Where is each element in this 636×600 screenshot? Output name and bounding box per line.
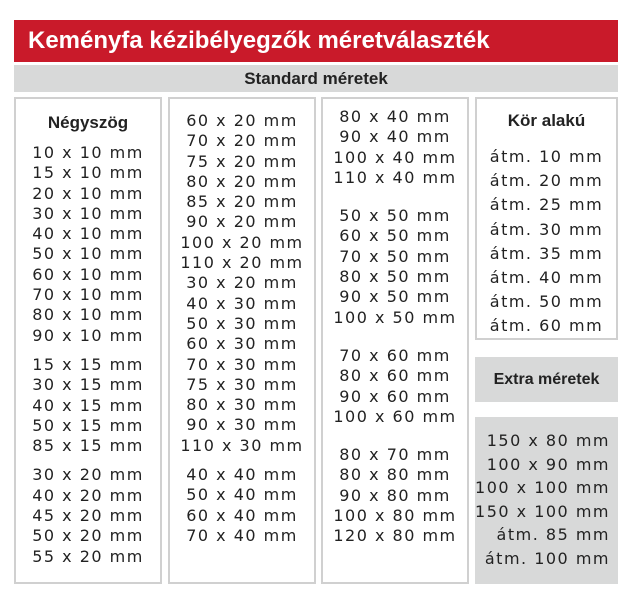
size-item: 100 x 50 mm bbox=[333, 307, 457, 327]
square-heading: Négyszög bbox=[47, 113, 129, 132]
size-item: 60 x 40 mm bbox=[186, 505, 298, 525]
group-spacer bbox=[16, 456, 160, 465]
size-item: 50 x 15 mm bbox=[32, 415, 144, 435]
size-item: 20 x 10 mm bbox=[32, 183, 144, 203]
extra-sizes-label: Extra méretek bbox=[475, 357, 618, 402]
round-sizes-column bbox=[475, 97, 618, 340]
size-item: átm. 60 mm bbox=[489, 316, 604, 336]
standard-sizes-label: Standard méretek bbox=[14, 65, 618, 92]
sizes-column-3 bbox=[321, 97, 469, 584]
size-item: átm. 85 mm bbox=[496, 525, 610, 544]
size-item: 40 x 10 mm bbox=[32, 224, 144, 244]
square-sizes-column bbox=[14, 97, 162, 584]
size-item: 60 x 10 mm bbox=[32, 264, 144, 284]
size-item: 70 x 40 mm bbox=[186, 525, 298, 545]
extra-sizes-column bbox=[475, 417, 618, 584]
size-item: átm. 25 mm bbox=[489, 195, 604, 215]
group-spacer bbox=[323, 188, 467, 206]
size-item: 70 x 20 mm bbox=[186, 131, 298, 151]
size-item: 50 x 30 mm bbox=[186, 313, 298, 333]
size-item: 30 x 20 mm bbox=[32, 465, 144, 485]
size-item: 90 x 80 mm bbox=[339, 485, 451, 505]
size-item: átm. 100 mm bbox=[484, 548, 610, 568]
size-item: 70 x 60 mm bbox=[339, 345, 451, 365]
size-item: 80 x 70 mm bbox=[339, 445, 451, 465]
size-item: 60 x 30 mm bbox=[186, 334, 298, 354]
size-item: 100 x 40 mm bbox=[333, 147, 457, 167]
size-item: 90 x 30 mm bbox=[186, 415, 298, 435]
sizes-column-2 bbox=[168, 97, 316, 584]
size-item: átm. 50 mm bbox=[489, 292, 604, 312]
size-item: 100 x 60 mm bbox=[333, 406, 457, 426]
size-item: 50 x 10 mm bbox=[32, 244, 144, 264]
size-item: 15 x 15 mm bbox=[32, 354, 144, 374]
size-item: 90 x 10 mm bbox=[32, 325, 144, 345]
size-item: 30 x 20 mm bbox=[186, 273, 298, 293]
size-item: 80 x 50 mm bbox=[339, 267, 451, 287]
size-item: 85 x 15 mm bbox=[32, 436, 144, 456]
size-item: 15 x 10 mm bbox=[32, 163, 144, 183]
size-item: 55 x 20 mm bbox=[32, 546, 144, 566]
size-item: 50 x 40 mm bbox=[186, 485, 298, 505]
size-item: 30 x 10 mm bbox=[32, 203, 144, 223]
size-item: 40 x 20 mm bbox=[32, 485, 144, 505]
size-item: 90 x 60 mm bbox=[339, 386, 451, 406]
size-item: 50 x 20 mm bbox=[32, 526, 144, 546]
size-item: 45 x 20 mm bbox=[32, 506, 144, 526]
size-item: átm. 40 mm bbox=[489, 268, 604, 288]
size-item: 10 x 10 mm bbox=[32, 143, 144, 162]
size-item: 70 x 10 mm bbox=[32, 285, 144, 305]
group-spacer bbox=[323, 328, 467, 346]
size-item: átm. 10 mm bbox=[489, 147, 604, 166]
size-item: 40 x 40 mm bbox=[186, 465, 298, 485]
extra-size-list bbox=[475, 429, 618, 570]
size-item: 75 x 20 mm bbox=[186, 151, 298, 171]
size-item: 90 x 50 mm bbox=[339, 287, 451, 307]
size-list-3 bbox=[323, 107, 467, 547]
size-item: 100 x 90 mm bbox=[486, 454, 610, 474]
size-item: 150 x 80 mm bbox=[486, 431, 610, 450]
size-item: 150 x 100 mm bbox=[475, 501, 610, 521]
size-item: átm. 30 mm bbox=[489, 219, 604, 239]
size-item: átm. 35 mm bbox=[489, 243, 604, 263]
size-item: átm. 20 mm bbox=[489, 171, 604, 191]
size-item: 80 x 10 mm bbox=[32, 305, 144, 325]
size-item: 80 x 60 mm bbox=[339, 366, 451, 386]
size-item: 50 x 50 mm bbox=[339, 206, 451, 226]
size-item: 75 x 30 mm bbox=[186, 374, 298, 394]
group-spacer bbox=[323, 427, 467, 445]
group-spacer bbox=[170, 456, 314, 465]
square-size-list bbox=[16, 143, 160, 567]
size-item: 40 x 15 mm bbox=[32, 395, 144, 415]
size-item: 110 x 20 mm bbox=[180, 253, 304, 273]
size-item: 90 x 40 mm bbox=[339, 127, 451, 147]
size-item: 100 x 80 mm bbox=[333, 506, 457, 526]
size-item: 60 x 50 mm bbox=[339, 226, 451, 246]
size-list-2 bbox=[170, 111, 314, 546]
size-item: 60 x 20 mm bbox=[186, 111, 298, 130]
size-item: 110 x 40 mm bbox=[333, 167, 457, 187]
size-item: 90 x 20 mm bbox=[186, 212, 298, 232]
size-item: 80 x 20 mm bbox=[186, 171, 298, 191]
size-item: 100 x 20 mm bbox=[180, 232, 304, 252]
group-spacer bbox=[16, 346, 160, 355]
size-item: 40 x 30 mm bbox=[186, 293, 298, 313]
size-item: 110 x 30 mm bbox=[180, 435, 304, 455]
size-item: 80 x 40 mm bbox=[339, 107, 451, 126]
size-item: 100 x 100 mm bbox=[475, 478, 610, 497]
size-item: 80 x 30 mm bbox=[186, 395, 298, 415]
size-item: 70 x 30 mm bbox=[186, 354, 298, 374]
size-item: 80 x 80 mm bbox=[339, 465, 451, 485]
round-heading: Kör alakú bbox=[507, 111, 586, 130]
size-item: 30 x 15 mm bbox=[32, 375, 144, 395]
page-title: Keményfa kézibélyegzők méretválaszték bbox=[14, 20, 618, 62]
round-size-list bbox=[477, 145, 616, 339]
size-item: 85 x 20 mm bbox=[186, 192, 298, 212]
size-item: 120 x 80 mm bbox=[333, 526, 457, 546]
size-item: 70 x 50 mm bbox=[339, 246, 451, 266]
